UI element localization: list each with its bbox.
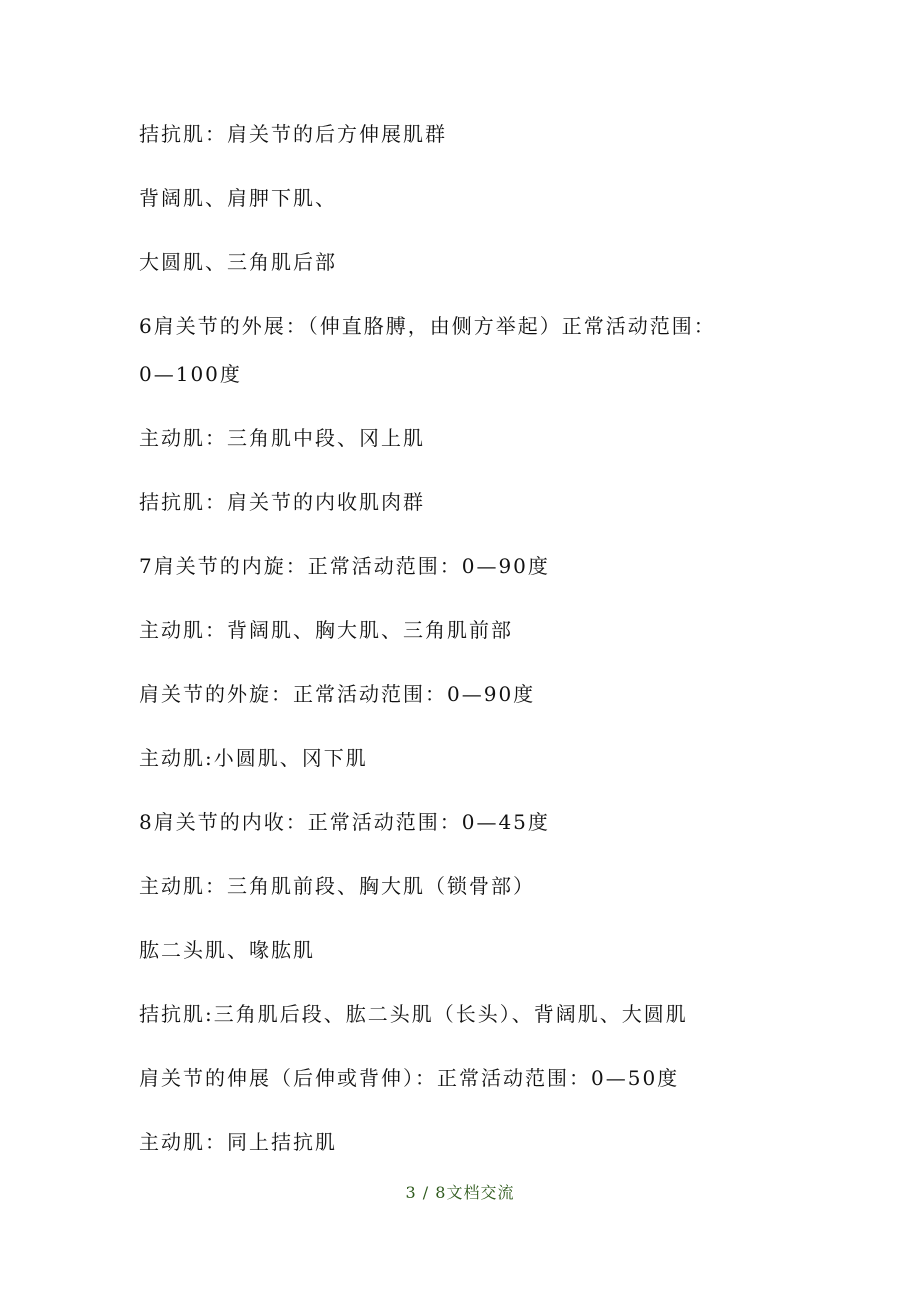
text-line: 背阔肌、肩胛下肌、 <box>139 186 337 210</box>
text-line: 肩关节的外旋：正常活动范围：0—90度 <box>139 682 536 706</box>
text-line: 拮抗肌:三角肌后段、肱二头肌（长头）、背阔肌、大圆肌 <box>139 1002 688 1026</box>
text-line: 主动肌：背阔肌、胸大肌、三角肌前部 <box>139 618 513 642</box>
text-line: 肩关节的伸展（后伸或背伸）：正常活动范围：0—50度 <box>139 1066 680 1090</box>
document-body <box>139 120 799 1192</box>
text-line: 主动肌：同上拮抗肌 <box>139 1130 337 1154</box>
text-line: 8肩关节的内收：正常活动范围：0—45度 <box>139 810 550 834</box>
text-line: 6肩关节的外展：（伸直胳膊，由侧方举起）正常活动范围： <box>139 314 716 338</box>
text-line: 0—100度 <box>139 362 242 386</box>
text-line: 大圆肌、三角肌后部 <box>139 250 337 274</box>
page-footer: 3 / 8文档交流 <box>405 1183 515 1202</box>
text-line: 主动肌：三角肌中段、冈上肌 <box>139 426 425 450</box>
text-line: 拮抗肌：肩关节的后方伸展肌群 <box>139 122 447 146</box>
text-line: 主动肌:小圆肌、冈下肌 <box>139 746 368 770</box>
text-line: 肱二头肌、喙肱肌 <box>139 938 315 962</box>
text-line: 7肩关节的内旋：正常活动范围：0—90度 <box>139 554 550 578</box>
text-line: 拮抗肌：肩关节的内收肌肉群 <box>139 490 425 514</box>
text-line: 主动肌：三角肌前段、胸大肌（锁骨部） <box>139 874 535 898</box>
